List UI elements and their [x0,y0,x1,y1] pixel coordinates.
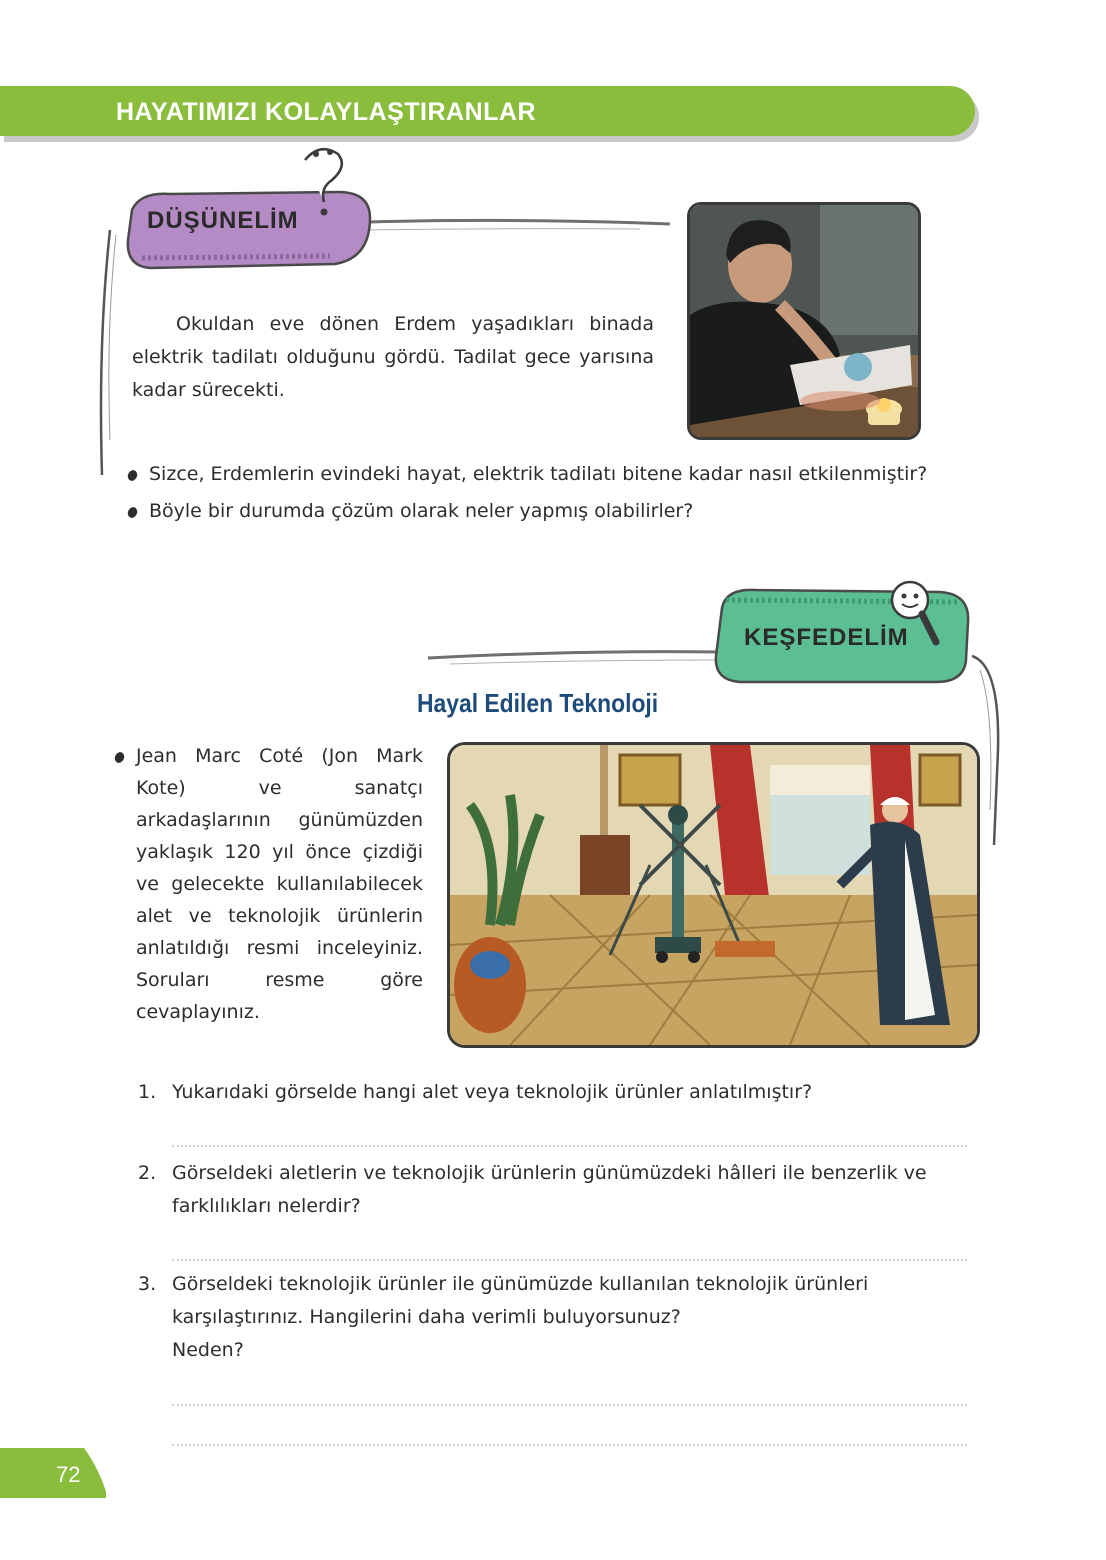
bullet-dot-icon [126,469,139,483]
kesfedelim-intro: Jean Marc Coté (Jon Mark Kote) ve sanatçı arkadaşlarının günümüzden yaklaşık 120 yıl önce çizdiği ve gelecekte kullanılabilecek alet ve teknolojik ürünlerin anlatıldığı resmi inceleyiniz. Soruları resme göre cevaplayınız. [115,740,423,1028]
answer-line[interactable] [172,1145,967,1147]
list-item: Böyle bir durumda çözüm olarak neler yapmış olabilirler? [128,495,958,528]
dusunelim-paragraph: Okuldan eve dönen Erdem yaşadıkları binada elektrik tadilatı olduğunu gördü. Tadilat gece yarısına kadar sürecekti. [132,313,654,401]
dusunelim-bullets [128,458,958,528]
answer-line[interactable] [172,1404,967,1406]
boy-reading-photo [687,202,921,440]
bullet-dot-icon [126,506,139,520]
vintage-scene [450,745,977,1045]
question-3: 3. Görseldeki teknolojik ürünler ile günümüzde kullanılan teknolojik ürünleri karşılaştırınız. Hangilerini daha verimli buluyorsunuz? Neden? [138,1273,869,1361]
list-item: Sizce, Erdemlerin evindeki hayat, elektrik tadilatı bitene kadar nasıl etkilenmiştir? [128,458,958,491]
page-number: 72 [56,1462,81,1487]
question-2: 2. Görseldeki aletlerin ve teknolojik ürünlerin günümüzdeki hâlleri ile benzerlik ve farklılıkları nelerdir? [138,1162,927,1217]
vintage-cleaning-illustration [447,742,980,1048]
bullet-dot-icon [113,751,126,765]
page-header-title: HAYATIMIZI KOLAYLAŞTIRANLAR [116,98,537,126]
question-1: 1. Yukarıdaki görselde hangi alet veya teknolojik ürünler anlatılmıştır? [138,1081,813,1103]
section-title: Hayal Edilen Teknoloji [417,688,659,718]
answer-line[interactable] [172,1444,967,1446]
kesfedelim-badge: KEŞFEDELİM [744,624,909,651]
boy-reading-illustration [690,205,918,437]
page-number-tab [0,1448,106,1498]
dusunelim-badge: DÜŞÜNELİM [147,207,299,234]
answer-line[interactable] [172,1259,967,1261]
